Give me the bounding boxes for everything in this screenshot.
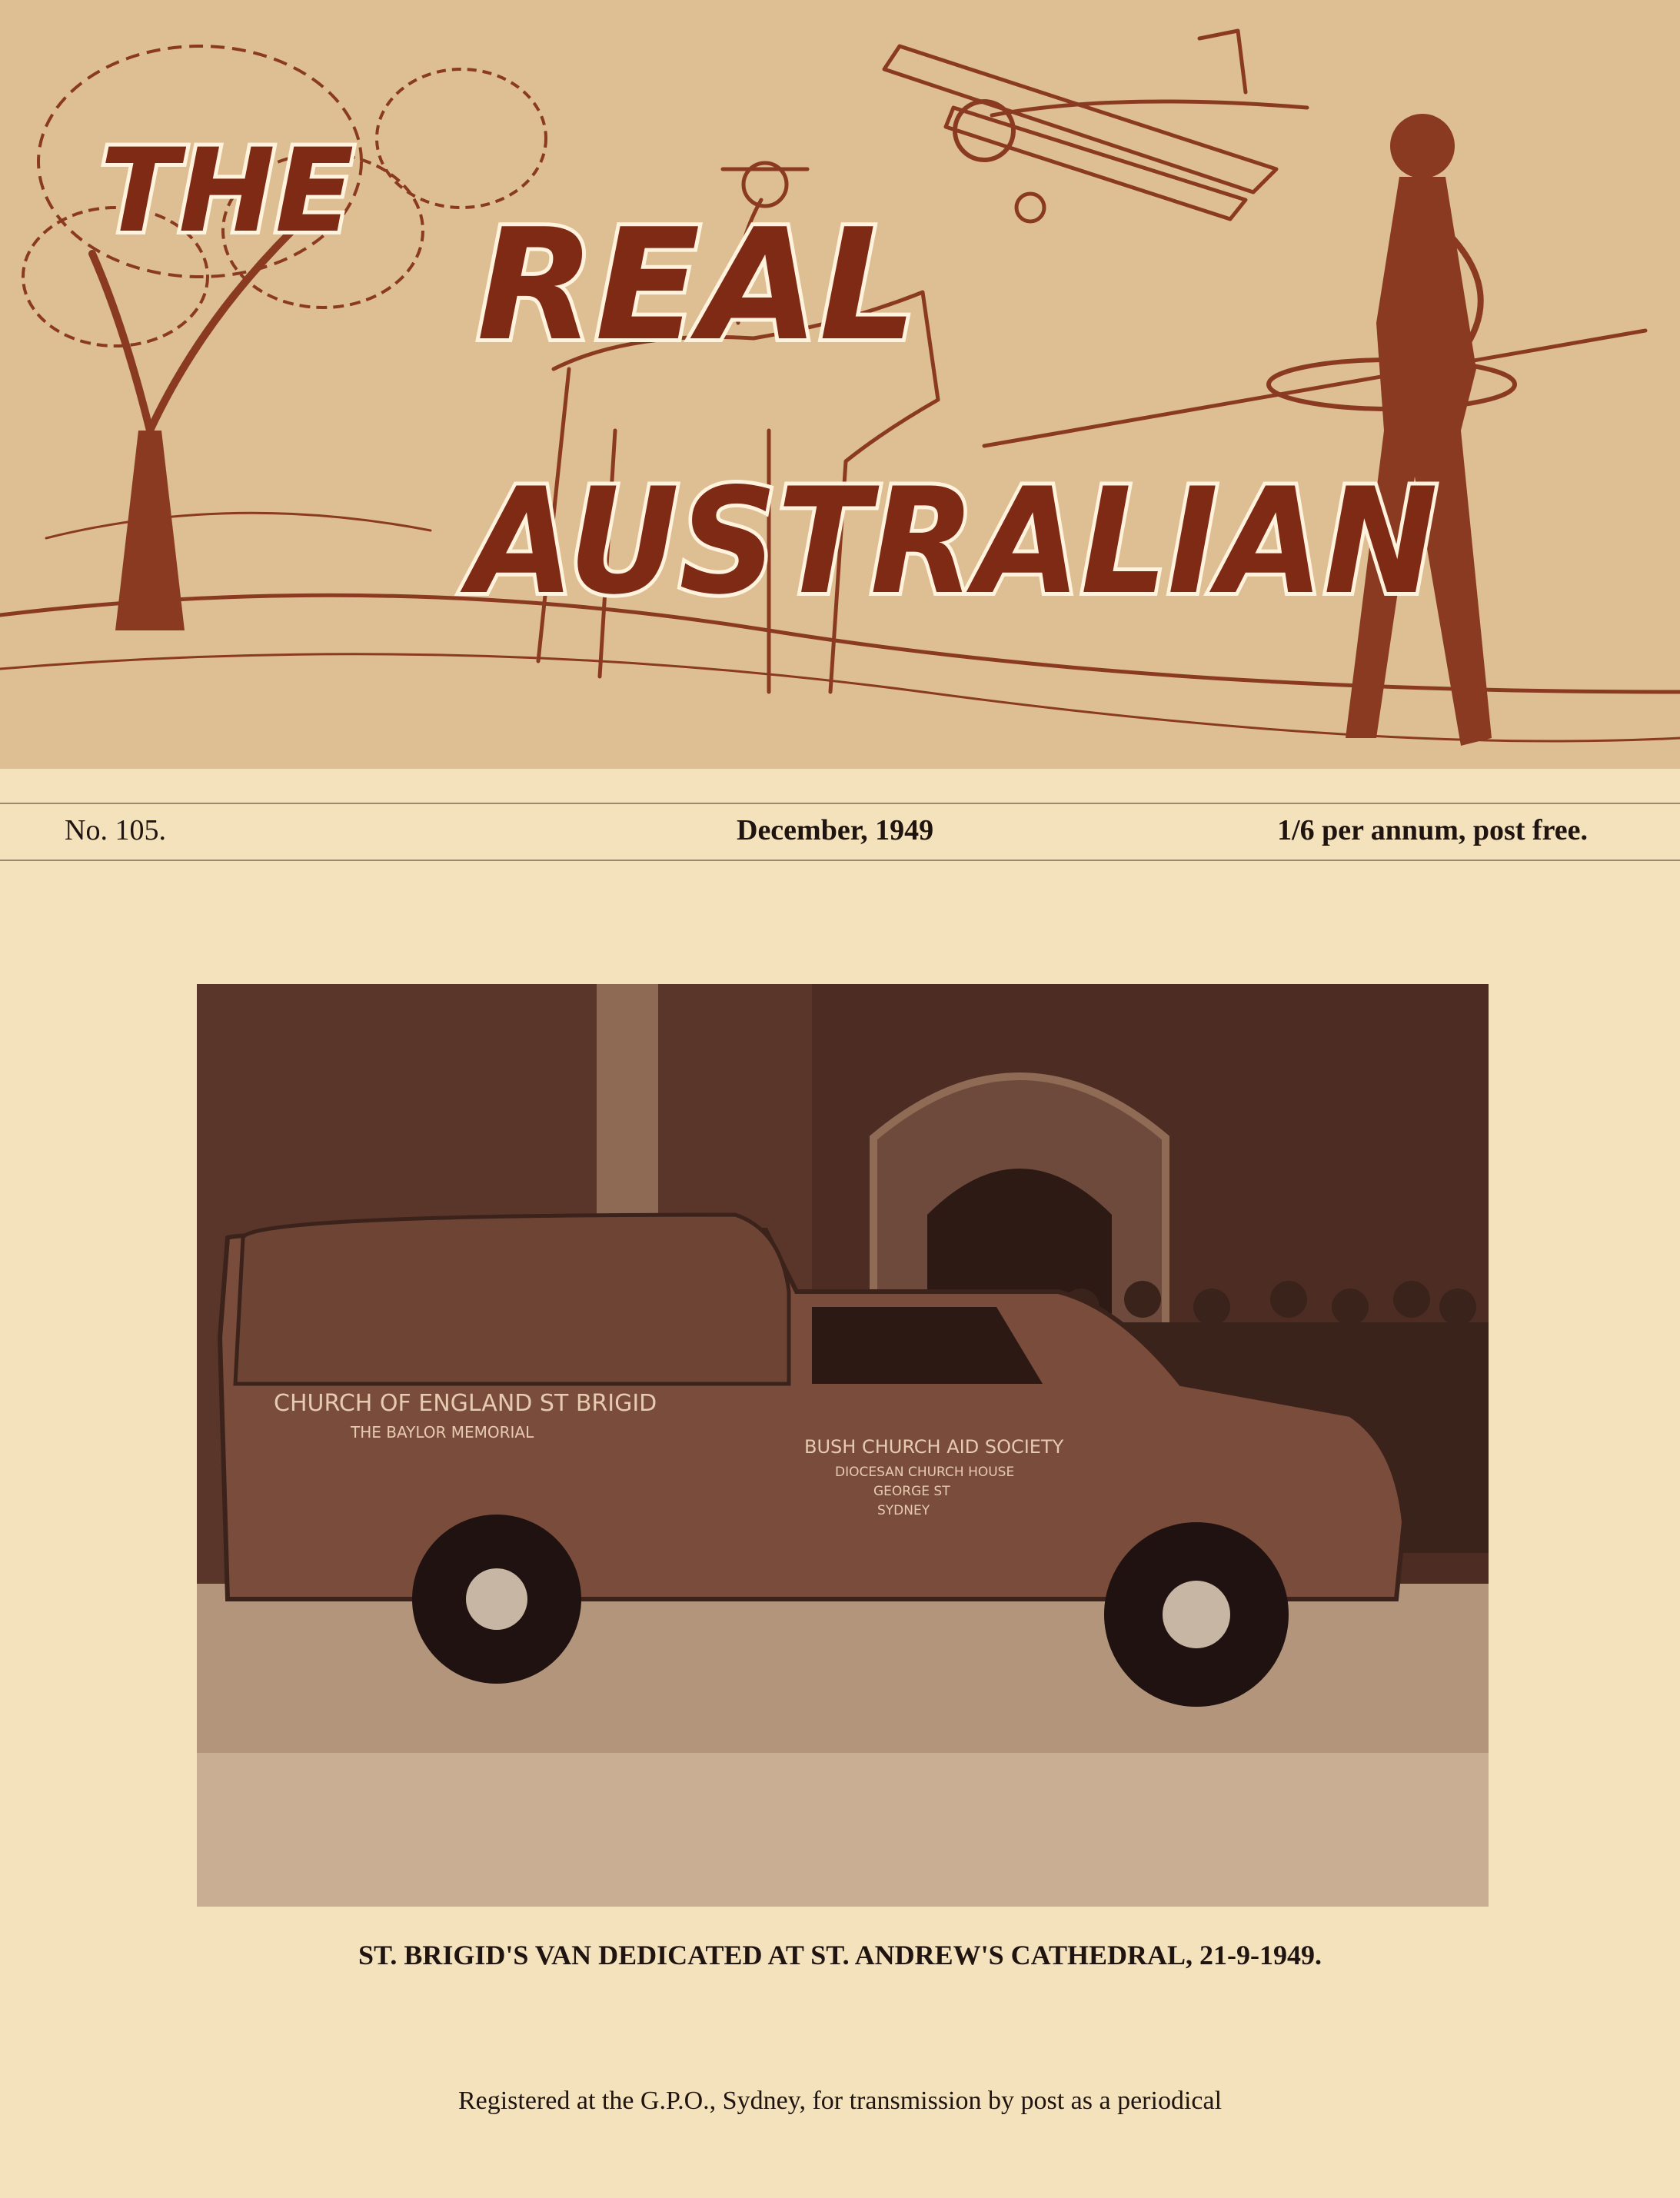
photo-caption: ST. BRIGID'S VAN DEDICATED AT ST. ANDREW'S CATHEDRAL, 21-9-1949. — [358, 1940, 1322, 1970]
registration-note: Registered at the G.P.O., Sydney, for transmission by post as a periodical — [457, 2087, 1223, 2115]
title-line-1: THE — [100, 125, 354, 258]
title-line-2: REAL — [477, 196, 917, 375]
issue-price: 1/6 per annum, post free. — [1277, 814, 1588, 846]
van-photograph — [197, 984, 1489, 1907]
issue-number: No. 105. — [65, 814, 166, 846]
hunter-illustration — [984, 114, 1645, 746]
van-door-text-2: DIOCESAN CHURCH HOUSE — [835, 1465, 1015, 1480]
van-door-text-3: GEORGE ST — [873, 1484, 950, 1499]
van-canopy-text: CHURCH OF ENGLAND ST BRIGID — [274, 1390, 657, 1417]
van-door-text-1: BUSH CHURCH AID SOCIETY — [804, 1436, 1064, 1458]
biplane-illustration — [884, 31, 1307, 221]
top-rule — [0, 803, 1680, 804]
van-canopy-subtext: THE BAYLOR MEMORIAL — [351, 1423, 534, 1442]
van-door-text-4: SYDNEY — [877, 1503, 930, 1518]
title-line-3: AUSTRALIAN — [459, 457, 1438, 627]
bottom-rule — [0, 860, 1680, 861]
issue-date: December, 1949 — [737, 814, 934, 846]
masthead-illustration — [0, 0, 1680, 769]
